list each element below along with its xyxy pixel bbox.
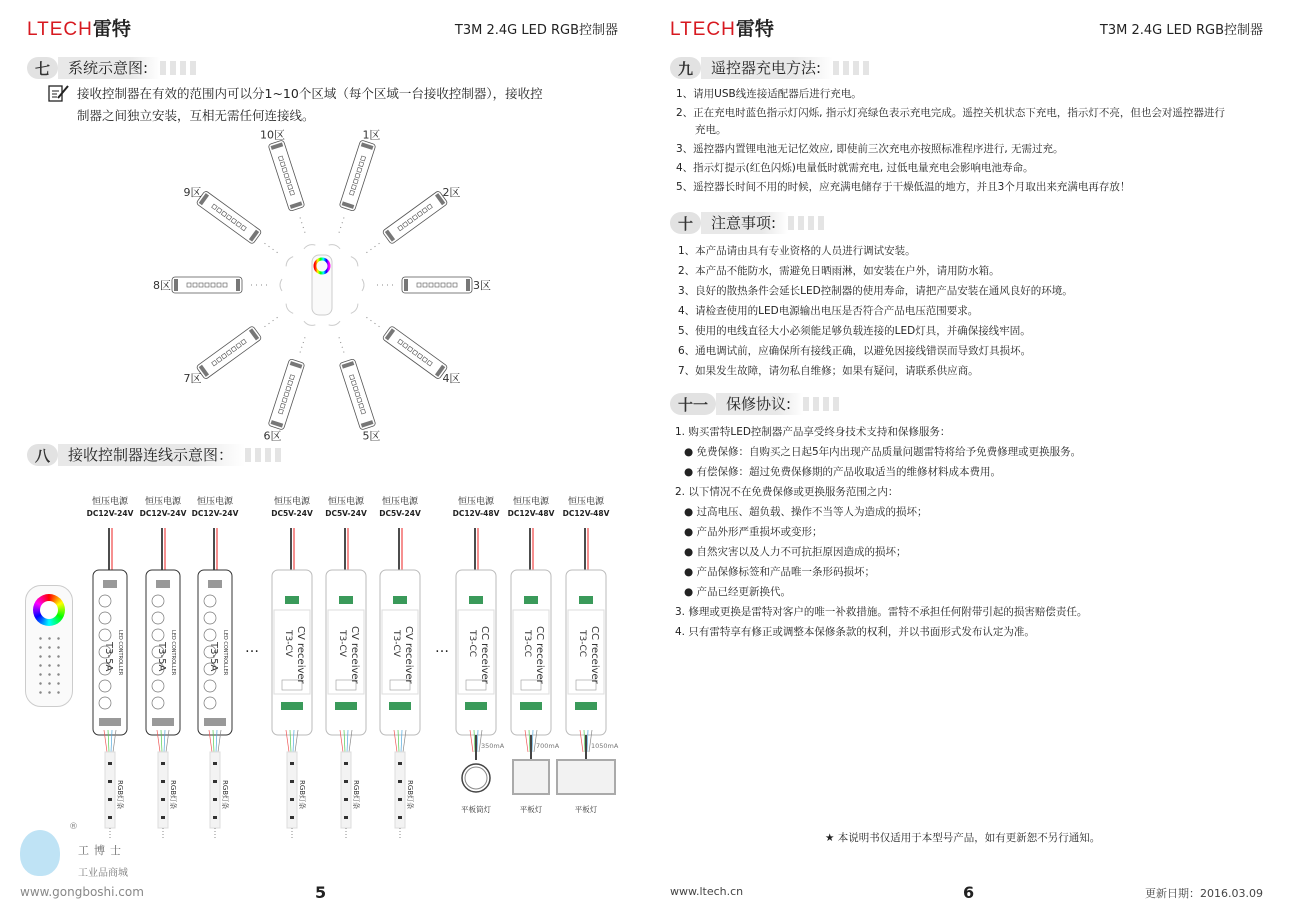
power-supply-label: 恒压电源	[91, 497, 129, 507]
input-terminal	[393, 596, 407, 604]
signal-icon	[329, 321, 340, 325]
signal-icon	[286, 304, 293, 314]
decorative-pattern	[803, 397, 839, 411]
led-chip	[290, 762, 294, 765]
notes-list	[678, 241, 1073, 381]
power-supply-label: 恒压电源	[196, 497, 234, 507]
list-item: ● 自然灾害以及人力不可抗拒原因造成的损坏；	[684, 546, 907, 558]
list-item: 5、使用的电线直径大小必须能足够负载连接的LED灯具，并确保接线牢固。	[678, 325, 1031, 337]
led-chip	[108, 762, 112, 765]
doc-title: T3M 2.4G LED RGB控制器	[1099, 23, 1263, 38]
voltage-label: DC12V-24V	[86, 509, 134, 518]
led-chip	[290, 780, 294, 783]
list-item: 2、本产品不能防水，需避免日晒雨淋，如安装在户外，请用防水箱。	[678, 265, 1000, 277]
receiver-device	[382, 190, 448, 244]
input-terminal	[156, 580, 170, 588]
zone-label: 4区	[442, 371, 461, 385]
signal-icon	[351, 304, 358, 314]
current-label: 1050mA	[591, 742, 619, 750]
website-link[interactable]: www.ltech.cn	[670, 885, 744, 898]
list-item: 4、指示灯提示(红色闪烁)电量低时就需充电, 过低电量充电会影响电池寿命。	[676, 162, 1034, 174]
led-chip	[290, 816, 294, 819]
name-label: CV receiver	[403, 626, 414, 684]
section-number: 七	[27, 57, 58, 79]
intro-line: 制器之间独立安装，互相无需任何连接线。	[77, 108, 315, 123]
list-item: 3. 修理或更换是雷特对客户的唯一补救措施。雷特不承担任何附带引起的损害赔偿责任。	[675, 606, 1088, 618]
input-terminal	[285, 596, 299, 604]
signal-dots	[339, 337, 345, 356]
list-item: 2. 以下情况不在免费保修或更换服务范围之内：	[675, 486, 899, 498]
name-label: CC receiver	[479, 626, 490, 684]
input-terminal	[524, 596, 538, 604]
power-supply-label: 恒压电源	[273, 497, 311, 507]
receiver-device	[339, 140, 376, 212]
name-label: LED CONTROLLER	[222, 630, 228, 676]
signal-icon	[362, 279, 364, 291]
zone-label: 1区	[362, 128, 381, 142]
receiver-device	[196, 190, 262, 244]
load-label: RGB灯条	[169, 780, 177, 810]
output-terminal	[465, 702, 487, 710]
section-title: 系统示意图:	[58, 57, 160, 79]
load-label: 平板灯	[519, 805, 543, 814]
notice: ★ 本说明书仅适用于本型号产品，如有更新恕不另行通知。	[825, 832, 1101, 844]
led-chip	[161, 762, 165, 765]
signal-dots	[299, 214, 305, 233]
model-label: T3-CV	[283, 630, 293, 657]
section-title: 接收控制器连线示意图：	[58, 444, 245, 466]
led-chip	[108, 816, 112, 819]
led-chip	[108, 798, 112, 801]
list-item: 1. 购买雷特LED控制器产品享受终身技术支持和保修服务：	[675, 426, 951, 438]
led-chip	[398, 816, 402, 819]
name-label: LED CONTROLLER	[170, 630, 176, 676]
list-item: 1、请用USB线连接适配器后进行充电。	[676, 88, 862, 100]
model-label: T3-CV	[337, 630, 347, 657]
receiver-device	[339, 359, 376, 431]
led-chip	[344, 762, 348, 765]
zone-label: 6区	[263, 429, 282, 443]
list-item: 3、遥控器内置锂电池无记忆效应, 即使前三次充电亦按照标准程序进行, 无需过充。	[676, 143, 1064, 155]
doc-title: T3M 2.4G LED RGB控制器	[454, 23, 618, 38]
section-number: 八	[27, 444, 58, 466]
watermark-url: www.gongboshi.com	[20, 885, 144, 899]
signal-dots	[261, 317, 277, 329]
page-number: 6	[963, 883, 975, 902]
gongboshi-watermark	[14, 822, 144, 892]
zone-label: 7区	[183, 371, 202, 385]
output-terminal	[152, 718, 174, 726]
zone-label: 10区	[260, 128, 286, 142]
led-chip	[398, 780, 402, 783]
panel-light-icon	[557, 760, 615, 794]
list-item: ● 过高电压、超负载、操作不当等人为造成的损坏；	[684, 506, 928, 518]
power-supply-label: 恒压电源	[512, 497, 550, 507]
registered-mark: ®	[69, 822, 78, 832]
list-item: 3、良好的散热条件会延长LED控制器的使用寿命，请把产品安装在通风良好的环境。	[678, 285, 1073, 297]
input-terminal	[469, 596, 483, 604]
list-item: ● 免费保修：自购买之日起5年内出现产品质量问题雷特将给予免费修理或更换服务。	[684, 446, 1082, 458]
section-10-heading	[670, 212, 824, 234]
led-chip	[290, 798, 294, 801]
signal-dots	[366, 241, 382, 253]
signal-dots	[261, 241, 277, 253]
section-title: 保修协议:	[716, 393, 803, 415]
receiver-device	[402, 277, 472, 293]
voltage-label: DC5V-24V	[379, 509, 421, 518]
signal-icon	[351, 257, 358, 267]
load-label: RGB灯条	[352, 780, 360, 810]
mascot-icon	[20, 830, 60, 876]
voltage-label: DC12V-24V	[139, 509, 187, 518]
led-chip	[108, 780, 112, 783]
ellipsis: …	[245, 640, 259, 656]
receiver-device	[382, 326, 448, 380]
section-8-heading	[27, 444, 281, 466]
led-chip	[213, 780, 217, 783]
led-chip	[344, 780, 348, 783]
output-terminal	[281, 702, 303, 710]
voltage-label: DC5V-24V	[271, 509, 313, 518]
output-terminal	[99, 718, 121, 726]
ellipsis: …	[435, 640, 449, 656]
output-terminal	[389, 702, 411, 710]
receiver-device	[268, 140, 305, 212]
warranty-list	[675, 422, 1087, 642]
list-item: ● 产品保修标签和产品唯一条形码损坏；	[684, 566, 875, 578]
zone-label: 8区	[153, 279, 171, 292]
list-item: ● 产品外形严重损坏或变形；	[684, 526, 823, 538]
output-terminal	[575, 702, 597, 710]
voltage-label: DC12V-48V	[562, 509, 610, 518]
led-chip	[213, 762, 217, 765]
led-chip	[398, 798, 402, 801]
section-7-intro	[77, 83, 543, 127]
section-number: 十一	[670, 393, 716, 415]
note-pencil-icon	[48, 84, 70, 102]
signal-dots	[299, 337, 305, 356]
name-label: CC receiver	[534, 626, 545, 684]
voltage-label: DC12V-24V	[191, 509, 239, 518]
name-label: CV receiver	[295, 626, 306, 684]
output-terminal	[204, 718, 226, 726]
list-item: 7、如果发生故障，请勿私自维修；如果有疑问，请联系供应商。	[678, 365, 979, 377]
model-label: T3-5A	[103, 642, 114, 672]
output-terminal	[335, 702, 357, 710]
zone-diagram	[150, 125, 495, 445]
list-item: 5、遥控器长时间不用的时候，应充满电储存于干燥低温的地方，并且3个月取出来充满电再存放！	[676, 181, 1131, 193]
led-chip	[161, 780, 165, 783]
list-item: 6、通电调试前，应确保所有接线正确，以避免因接线错误而导致灯具损坏。	[678, 345, 1032, 357]
input-terminal	[208, 580, 222, 588]
load-label: RGB灯条	[221, 780, 229, 810]
voltage-label: DC5V-24V	[325, 509, 367, 518]
receiver-device	[172, 277, 242, 293]
model-label: T3-CV	[391, 630, 401, 657]
watermark-brand: 工博士	[78, 844, 126, 857]
load-label: 平板灯	[574, 805, 598, 814]
ltech-logo: LTECH雷特	[670, 19, 774, 40]
led-chip	[161, 816, 165, 819]
page-number: 5	[315, 883, 327, 902]
signal-icon	[329, 245, 340, 249]
current-label: 700mA	[536, 742, 560, 750]
led-chip	[161, 798, 165, 801]
voltage-label: DC12V-48V	[507, 509, 555, 518]
list-item: 1、本产品请由具有专业资格的人员进行调试安装。	[678, 245, 916, 257]
power-supply-label: 恒压电源	[381, 497, 419, 507]
receiver-device	[196, 326, 262, 380]
zone-label: 3区	[473, 279, 491, 292]
section-9-heading	[670, 57, 869, 79]
power-supply-label: 恒压电源	[327, 497, 365, 507]
model-label: T3-5A	[208, 642, 219, 672]
list-item: 充电。	[695, 124, 727, 136]
section-11-heading	[670, 393, 839, 415]
decorative-pattern	[788, 216, 824, 230]
model-label: T3-5A	[156, 642, 167, 672]
led-chip	[344, 798, 348, 801]
model-label: T3-CC	[577, 630, 587, 658]
name-label: LED CONTROLLER	[117, 630, 123, 676]
list-item: 4. 只有雷特享有修正或调整本保修条款的权利，并以书面形式发布认定为准。	[675, 626, 1035, 638]
load-label: RGB灯条	[298, 780, 306, 810]
list-item: ● 有偿保修：超过免费保修期的产品收取适当的维修材料成本费用。	[684, 466, 1001, 478]
section-7-heading	[27, 57, 196, 79]
intro-line: 接收控制器在有效的范围内可以分1~10个区域（每个区域一台接收控制器），接收控	[77, 86, 543, 101]
name-label: CV receiver	[349, 626, 360, 684]
power-supply-label: 恒压电源	[144, 497, 182, 507]
input-terminal	[579, 596, 593, 604]
wiring-diagram	[0, 490, 645, 840]
load-label: 平板筒灯	[461, 805, 491, 814]
panel-light-icon	[513, 760, 549, 794]
decorative-pattern	[833, 61, 869, 75]
led-chip	[398, 762, 402, 765]
signal-dots	[366, 317, 382, 329]
charging-list	[676, 85, 1225, 197]
current-label: 350mA	[481, 742, 505, 750]
list-item: 2、正在充电时蓝色指示灯闪烁, 指示灯亮绿色表示充电完成。遥控关机状态下充电，指示灯不亮，但也会对遥控器进行	[676, 107, 1225, 119]
name-label: CC receiver	[589, 626, 600, 684]
signal-icon	[304, 321, 315, 325]
power-supply-label: 恒压电源	[457, 497, 495, 507]
receiver-device	[268, 359, 305, 431]
model-label: T3-CC	[467, 630, 477, 658]
input-terminal	[339, 596, 353, 604]
section-number: 九	[670, 57, 701, 79]
section-number: 十	[670, 212, 701, 234]
watermark-sub: 工业品商城	[78, 868, 128, 879]
signal-dots	[339, 214, 345, 233]
update-date: 更新日期：2016.03.09	[1145, 887, 1263, 900]
led-chip	[344, 816, 348, 819]
zone-label: 9区	[183, 186, 202, 200]
power-supply-label: 恒压电源	[567, 497, 605, 507]
zone-label: 5区	[362, 429, 381, 443]
signal-icon	[280, 279, 282, 291]
decorative-pattern	[160, 61, 196, 75]
signal-icon	[304, 245, 315, 249]
zone-label: 2区	[442, 186, 461, 200]
section-title: 注意事项:	[701, 212, 788, 234]
led-chip	[213, 798, 217, 801]
load-label: RGB灯条	[406, 780, 414, 810]
section-title: 遥控器充电方法:	[701, 57, 833, 79]
input-terminal	[103, 580, 117, 588]
signal-icon	[286, 257, 293, 267]
led-chip	[213, 816, 217, 819]
model-label: T3-CC	[522, 630, 532, 658]
voltage-label: DC12V-48V	[452, 509, 500, 518]
ltech-logo: LTECH雷特	[27, 19, 131, 40]
decorative-pattern	[245, 448, 281, 462]
load-label: RGB灯条	[116, 780, 124, 810]
list-item: 4、请检查使用的LED电源输出电压是否符合产品电压范围要求。	[678, 305, 979, 317]
output-terminal	[520, 702, 542, 710]
list-item: ● 产品已经更新换代。	[684, 586, 791, 598]
